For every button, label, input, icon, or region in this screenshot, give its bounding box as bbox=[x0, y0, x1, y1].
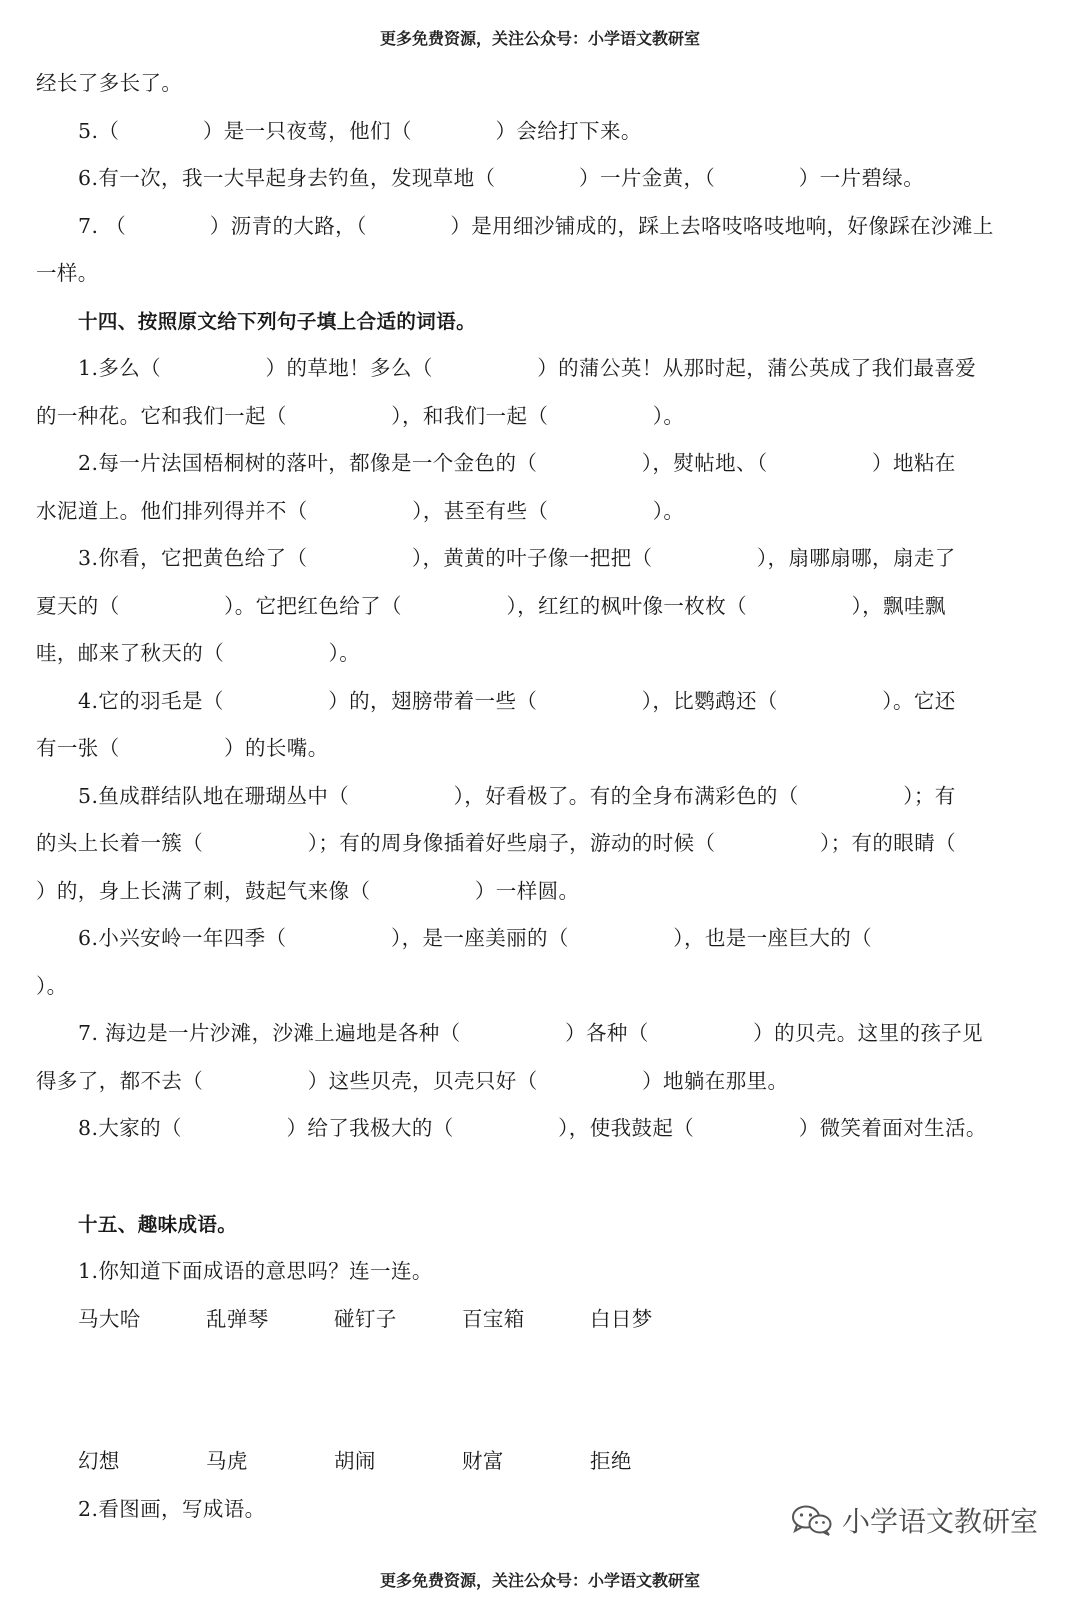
question-line: 3.你看，它把黄色给了（ ），黄黄的叶子像一把把（ ），扇哪扇哪，扇走了 bbox=[78, 546, 956, 570]
section14 bbox=[36, 298, 1046, 1153]
wechat-icon bbox=[790, 1503, 834, 1537]
section-heading: 十五、趣味成语。 bbox=[78, 1212, 238, 1236]
question-line: 7. （ ）沥青的大路，（ ）是用细沙铺成的，踩上去咯吱咯吱地响，好像踩在沙滩上 bbox=[78, 213, 994, 238]
text-line: ）的，身上长满了刺，鼓起气来像（ ）一样圆。 bbox=[36, 878, 580, 903]
text-line: 经长了多长了。 bbox=[36, 71, 183, 95]
text-line: 有一张（ ）的长嘴。 bbox=[36, 736, 329, 760]
idiom-item: 乱弹琴 bbox=[206, 1306, 269, 1331]
spacer bbox=[36, 1153, 1046, 1201]
matching-area bbox=[36, 1343, 1046, 1438]
text-line: 的一种花。它和我们一起（ ），和我们一起（ ）。 bbox=[36, 403, 685, 428]
question-line: 7. 海边是一片沙滩，沙滩上遍地是各种（ ）各种（ ）的贝壳。这里的孩子见 bbox=[78, 1021, 984, 1045]
page-header: 更多免费资源，关注公众号：小学语文教研室 bbox=[379, 29, 700, 48]
meaning-item: 胡闹 bbox=[334, 1449, 376, 1473]
question-line: 5.（ ）是一只夜莺，他们（ ）会给打下来。 bbox=[78, 118, 642, 143]
idiom-item: 百宝箱 bbox=[462, 1306, 525, 1331]
idiom-row-bottom bbox=[36, 1438, 1046, 1486]
question-line: 6.有一次，我一大早起身去钓鱼，发现草地（ ）一片金黄，（ ）一片碧绿。 bbox=[78, 166, 925, 190]
text-line: 得多了，都不去（ ）这些贝壳，贝壳只好（ ）地躺在那里。 bbox=[36, 1068, 789, 1093]
question-line: 1.多么（ ）的草地！多么（ ）的蒲公英！从那时起，蒲公英成了我们最喜爱 bbox=[78, 356, 977, 380]
question-line: 2.每一片法国梧桐树的落叶，都像是一个金色的（ ），熨帖地、（ ）地粘在 bbox=[78, 451, 956, 475]
meaning-item: 幻想 bbox=[78, 1449, 120, 1473]
question-line: 6.小兴安岭一年四季（ ），是一座美丽的（ ），也是一座巨大的（ bbox=[78, 926, 873, 950]
meaning-item: 财富 bbox=[462, 1449, 504, 1473]
idiom-item: 碰钉子 bbox=[334, 1306, 397, 1331]
question-line: 2.看图画，写成语。 bbox=[78, 1496, 266, 1521]
section13-tail bbox=[36, 60, 1046, 298]
question-line: 5.鱼成群结队地在珊瑚丛中（ ），好看极了。有的全身布满彩色的（ ）；有 bbox=[78, 783, 956, 808]
section-heading: 十四、按照原文给下列句子填上合适的词语。 bbox=[78, 309, 477, 333]
text-line: 水泥道上。他们排列得并不（ ），甚至有些（ ）。 bbox=[36, 498, 685, 523]
meaning-item: 马虎 bbox=[206, 1449, 248, 1473]
text-line: ）。 bbox=[36, 973, 68, 998]
section15 bbox=[36, 1201, 1046, 1534]
meaning-item: 拒绝 bbox=[590, 1449, 632, 1473]
idiom-item: 白日梦 bbox=[590, 1306, 653, 1331]
text-line: 哇，邮来了秋天的（ ）。 bbox=[36, 641, 361, 665]
question-line: 4.它的羽毛是（ ）的，翅膀带着一些（ ），比鹦鹉还（ ）。它还 bbox=[78, 688, 956, 713]
worksheet-content bbox=[36, 60, 1046, 1533]
text-line: 一样。 bbox=[36, 261, 99, 285]
watermark-text: 小学语文教研室 bbox=[842, 1505, 1039, 1538]
watermark bbox=[790, 1500, 1038, 1540]
question-line: 8.大家的（ ）给了我极大的（ ），使我鼓起（ ）微笑着面对生活。 bbox=[78, 1116, 987, 1140]
idiom-row-top bbox=[36, 1296, 1046, 1344]
page-footer: 更多免费资源，关注公众号：小学语文教研室 bbox=[379, 1571, 700, 1590]
text-line: 夏天的（ ）。它把红色给了（ ），红红的枫叶像一枚枚（ ），飘哇飘 bbox=[36, 593, 946, 618]
text-line: 的头上长着一簇（ ）；有的周身像插着好些扇子，游动的时候（ ）；有的眼睛（ bbox=[36, 831, 956, 855]
question-line: 1.你知道下面成语的意思吗？连一连。 bbox=[78, 1259, 433, 1283]
idiom-item: 马大哈 bbox=[78, 1306, 141, 1331]
